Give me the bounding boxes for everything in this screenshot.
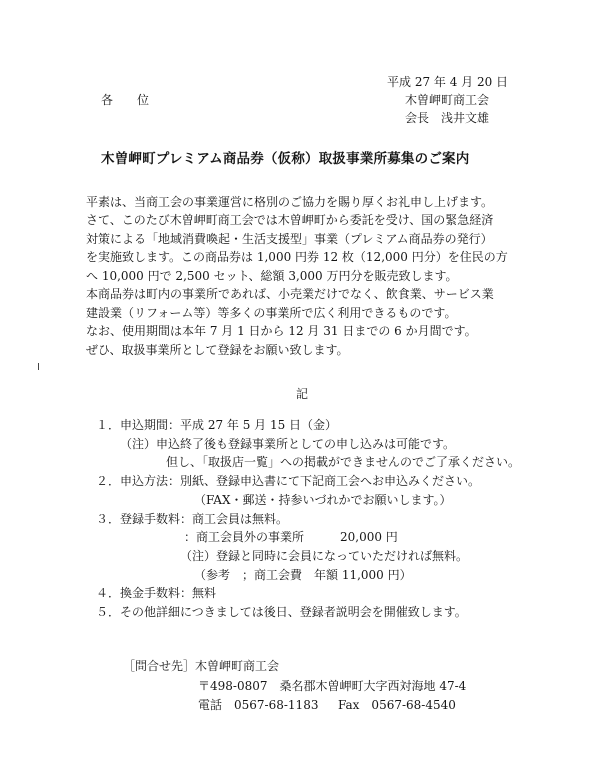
contact-label: ［問合せ先］ [123,659,196,673]
body-line: 本商品券は町内の事業所であれば、小売業だけでなく、飲食業、サービス業 [86,287,494,301]
addressee: 各 位 [101,93,150,107]
item-application-period: １．申込期間：平成 27 年 5 月 15 日（金） [96,418,338,432]
document-title: 木曽岬町プレミアム商品券（仮称）取扱事業所募集のご案内 [101,151,470,167]
scan-mark [38,363,39,370]
body-line: なお、使用期間は本年 7 月 1 日から 12 月 31 日までの 6 か月間です。 [86,324,477,338]
item-note: 但し、「取扱店一覧」への掲載ができませんのでご了承ください。 [166,455,521,469]
item-note: （参考 ；商工会費 年額 11,000 円） [194,568,412,582]
item-registration-fee-nonmember: ：商工会員外の事業所 20,000 円 [184,530,398,544]
item-note: （FAX・郵送・持参いづれかでお願いします。） [194,493,452,507]
item-exchange-fee: ４．換金手数料：無料 [96,586,217,600]
contact-address: 〒498-0807 桑名郡木曽岬町大字西対海地 47-4 [198,679,467,693]
body-line: 平素は、当商工会の事業運営に格別のご協力を賜り厚くお礼申し上げます。 [86,195,494,209]
body-line: さて、このたび木曽岬町商工会では木曽岬町から委託を受け、国の緊急経済 [86,213,494,227]
ki-heading: 記 [296,387,309,401]
contact-fax: Fax 0567-68-4540 [338,698,456,712]
document-date: 平成 27 年 4 月 20 日 [387,75,509,89]
body-line: を実施致します。この商品券は 1,000 円券 12 枚（12,000 円分）を住民の方 [86,250,508,264]
body-line: 対策による「地域消費喚起・生活支援型」事業（プレミアム商品券の発行） [86,232,493,246]
contact-phone: 電話 0567-68-1183 [198,698,319,712]
body-line: 建設業（リフォーム等）等多くの事業所で広く利用できるものです。 [86,306,457,320]
item-note: （注）登録と同時に会員になっていただければ無料。 [180,549,469,563]
item-application-method: ２．申込方法：別紙、登録申込書にて下記商工会へお申込みください。 [96,474,481,488]
sender-organization: 木曽岬町商工会 [405,93,490,107]
contact-organization: 木曽岬町商工会 [195,659,280,673]
item-other-details: ５．その他詳細につきましては後日、登録者説明会を開催致します。 [96,605,467,619]
body-line: ぜひ、取扱事業所として登録をお願い致します。 [86,343,349,357]
item-note: （注）申込終了後も登録事業所としての申し込みは可能です。 [120,437,456,451]
item-registration-fee: ３．登録手数料：商工会員は無料。 [96,512,289,526]
sender-president: 会長 浅井文雄 [405,111,490,125]
body-line: へ 10,000 円で 2,500 セット、総額 3,000 万円分を販売致します。 [86,269,458,283]
